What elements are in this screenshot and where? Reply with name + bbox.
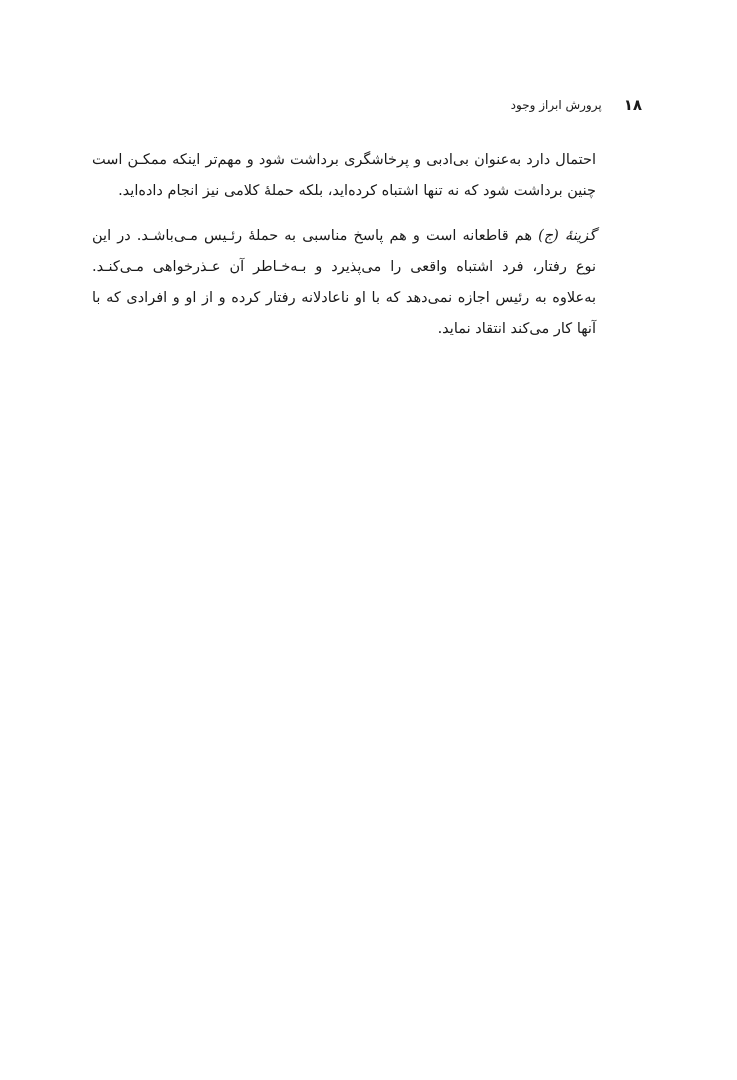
paragraph-2-text: هم قاطعانه است و هم پاسخ مناسبی به حملهٔ رئـیس مـی‌باشـد. در این نوع رفتار، فرد اشتباه واقعی را می‌پذیرد و بـه‌خـاطر آن عـذرخواهی مـی‌کنـد. به‌علاوه به رئیس اجازه نمی‌دهد که با او ناعادلانه رفتار کرده و از او و افرادی که با آنها کار می‌کند انتقاد نماید. [92,228,596,337]
option-reference: گزینهٔ (ج) [538,228,596,244]
body-text [92,145,596,359]
paragraph-2 [92,221,596,345]
page-header [100,93,642,117]
page-number: ۱۸ [623,96,642,114]
running-title: پرورش ابراز وجود [510,98,602,112]
paragraph-1: احتمال دارد به‌عنوان بی‌ادبی و پرخاشگری برداشت شود و مهم‌تر اینکه ممکـن است چنین برداشت شود که نه تنها اشتباه کرده‌اید، بلکه حملهٔ کلامی نیز انجام داده‌اید. [92,152,596,199]
